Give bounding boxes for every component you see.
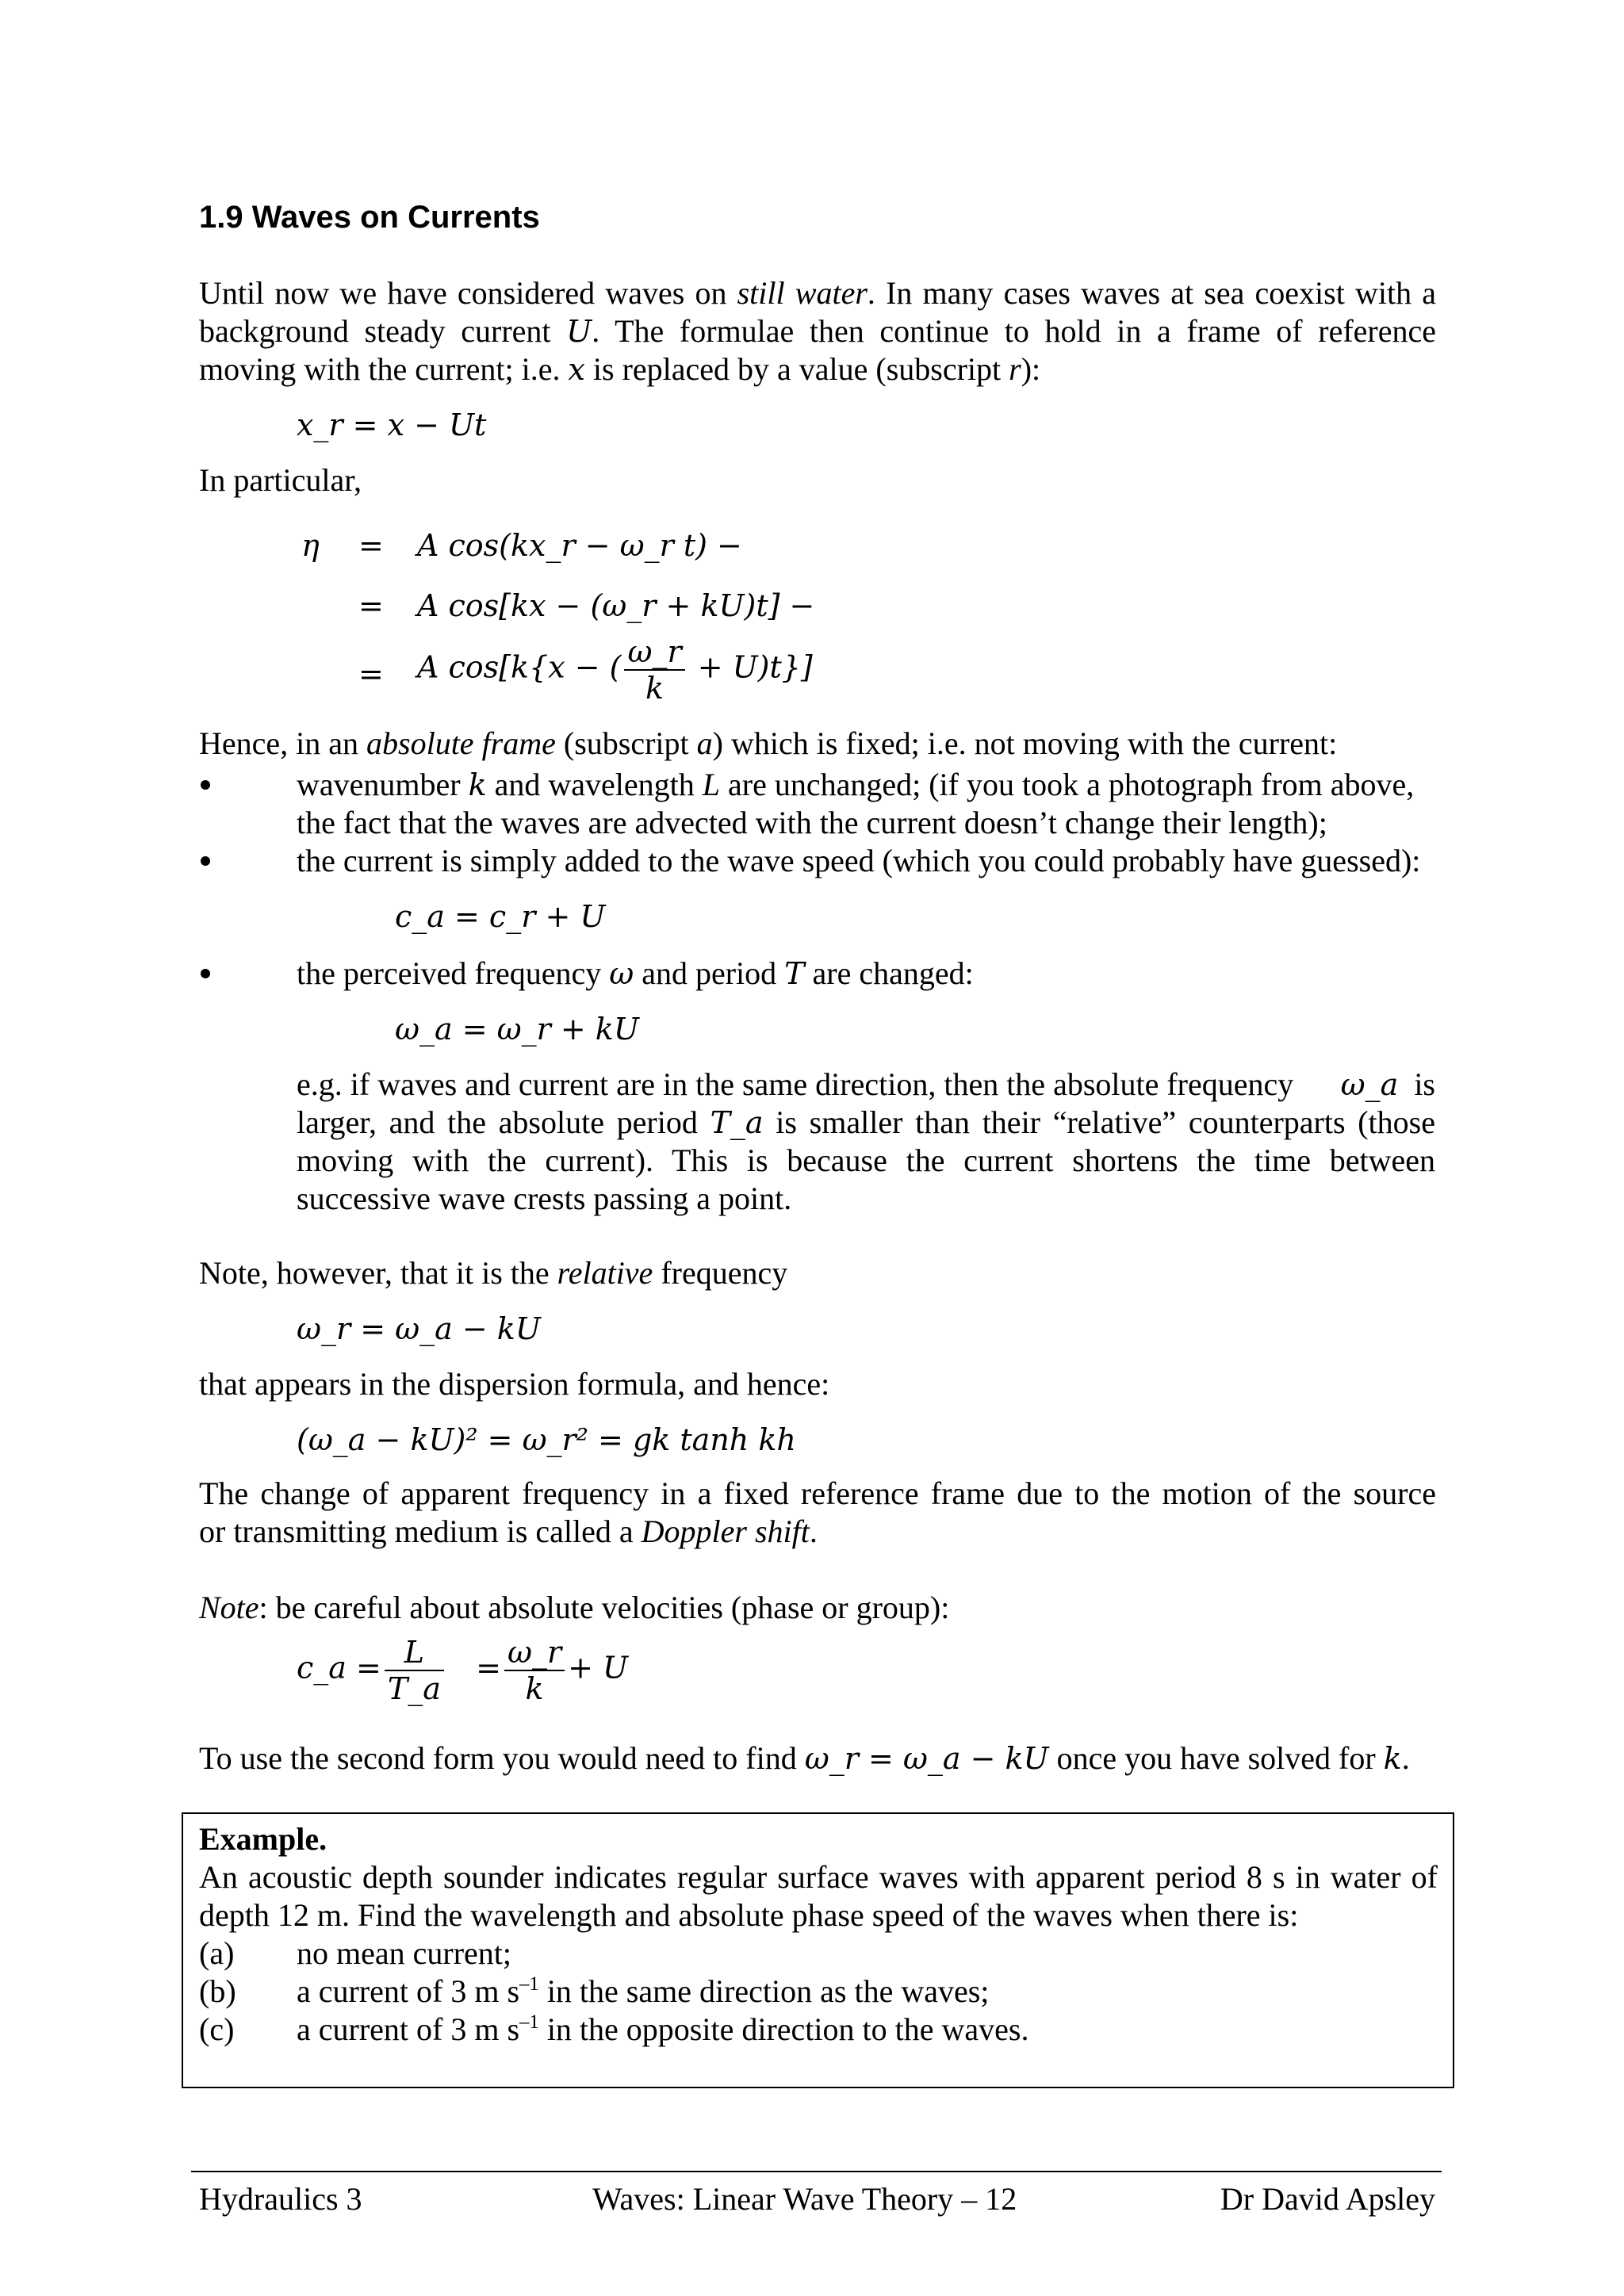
fraction-omega-over-k: $\frac{\omega\_r}{k}$ (624, 634, 684, 706)
equation-omega-a: ω_a = ω_r + kU (395, 1012, 639, 1047)
example-item-a-label: (a) (199, 1935, 235, 1971)
eg-line-1: e.g. if waves and current are in the same direction, then the absolute frequency ω_a is (297, 1066, 1435, 1102)
example-title: Example. (199, 1821, 327, 1857)
intro-line-1: Until now we have considered waves on still water. In many cases waves at sea coexist with a (199, 275, 1436, 311)
equation-ca: c_a = c_r + U (395, 899, 606, 934)
section-heading (199, 198, 540, 236)
eg-line-2: larger, and the absolute period T_a is smaller than their “relative” counterparts (those (297, 1104, 1435, 1140)
example-item-a-text: no mean current; (297, 1935, 511, 1971)
eg-line-3: moving with the current). This is because the current shortens the time between (297, 1142, 1435, 1178)
example-line-2: depth 12 m. Find the wavelength and absolute phase speed of the waves when there is: (199, 1897, 1299, 1933)
bullet-3-text: the perceived frequency ω and period T are changed: (297, 955, 974, 991)
eta-equals-1: = (358, 528, 384, 563)
intro-line-2: background steady current U. The formulae then continue to hold in a frame of reference (199, 313, 1436, 349)
eta-equals-3: = (358, 656, 384, 691)
dispersion-intro: that appears in the dispersion formula, and hence: (199, 1366, 830, 1402)
eta-symbol: η (301, 528, 320, 563)
hence-line: Hence, in an absolute frame (subscript a) which is fixed; i.e. not moving with the current: (199, 725, 1338, 761)
doppler-line-1: The change of apparent frequency in a fixed reference frame due to the motion of the source (199, 1475, 1436, 1511)
note-velocities-line: Note: be careful about absolute velocities (phase or group): (199, 1590, 950, 1625)
eta-row-2: A cos[kx − (ω_r + kU)t] − (417, 588, 815, 623)
fraction-omega-r-over-k: $\frac{\omega\_r}{k}$ (504, 1635, 565, 1706)
section-number: 1.9 (199, 200, 243, 235)
bullet-2-text: the current is simply added to the wave speed (which you could probably have guessed): (297, 843, 1421, 878)
footer-right: Dr David Apsley (1220, 2181, 1435, 2217)
eta-equals-2: = (358, 588, 384, 623)
eta-row-1: A cos(kx_r − ω_r t) − (417, 528, 742, 563)
example-item-b-text: a current of 3 m $s^{-1}$ in the same direction as the waves; (297, 1973, 990, 2009)
example-item-c-label: (c) (199, 2011, 235, 2047)
section-title: Waves on Currents (251, 200, 540, 235)
footer-center: Waves: Linear Wave Theory – 12 (592, 2181, 1017, 2217)
bullet-dot-2 (201, 856, 210, 866)
eta-row-3: A cos[k{x − ( $\frac{\omega\_r}{k}$ + U)t}] (417, 634, 813, 706)
note-relative-line: Note, however, that it is the relative frequency (199, 1255, 788, 1291)
equation-phase-speed: c_a = $\frac{L}{T\_a}$ = $\frac{\omega\_r}{k}$ + U (297, 1635, 629, 1706)
equation-omega-r: ω_r = ω_a − kU (297, 1311, 541, 1346)
bullet-1-line-1: wavenumber k and wavelength L are unchanged; (if you took a photograph from above, (297, 767, 1415, 802)
equation-dispersion: (ω_a − kU)² = ω_r² = gk tanh kh (297, 1422, 796, 1457)
footer-rule (191, 2171, 1442, 2172)
footer-left: Hydraulics 3 (199, 2181, 362, 2217)
bullet-1-line-2: the fact that the waves are advected with the current doesn’t change their length); (297, 805, 1327, 840)
example-item-b-label: (b) (199, 1973, 236, 2009)
example-item-c-text: a current of 3 m $s^{-1}$ in the opposite direction to the waves. (297, 2011, 1029, 2047)
doppler-line-2: or transmitting medium is called a Doppler shift. (199, 1513, 818, 1549)
second-form-line: To use the second form you would need to find ω_r = ω_a − kU once you have solved for k. (199, 1740, 1410, 1776)
eg-line-4: successive wave crests passing a point. (297, 1181, 792, 1216)
bullet-dot-3 (201, 969, 210, 978)
fraction-L-over-Ta: $\frac{L}{T\_a}$ (385, 1635, 444, 1706)
example-line-1: An acoustic depth sounder indicates regular surface waves with apparent period 8 s in water of (199, 1859, 1438, 1895)
equation-xr: x_r = x − Ut (297, 408, 487, 442)
intro-line-3: moving with the current; i.e. x is replaced by a value (subscript r): (199, 351, 1041, 387)
bullet-dot-1 (201, 780, 210, 790)
in-particular: In particular, (199, 462, 362, 498)
